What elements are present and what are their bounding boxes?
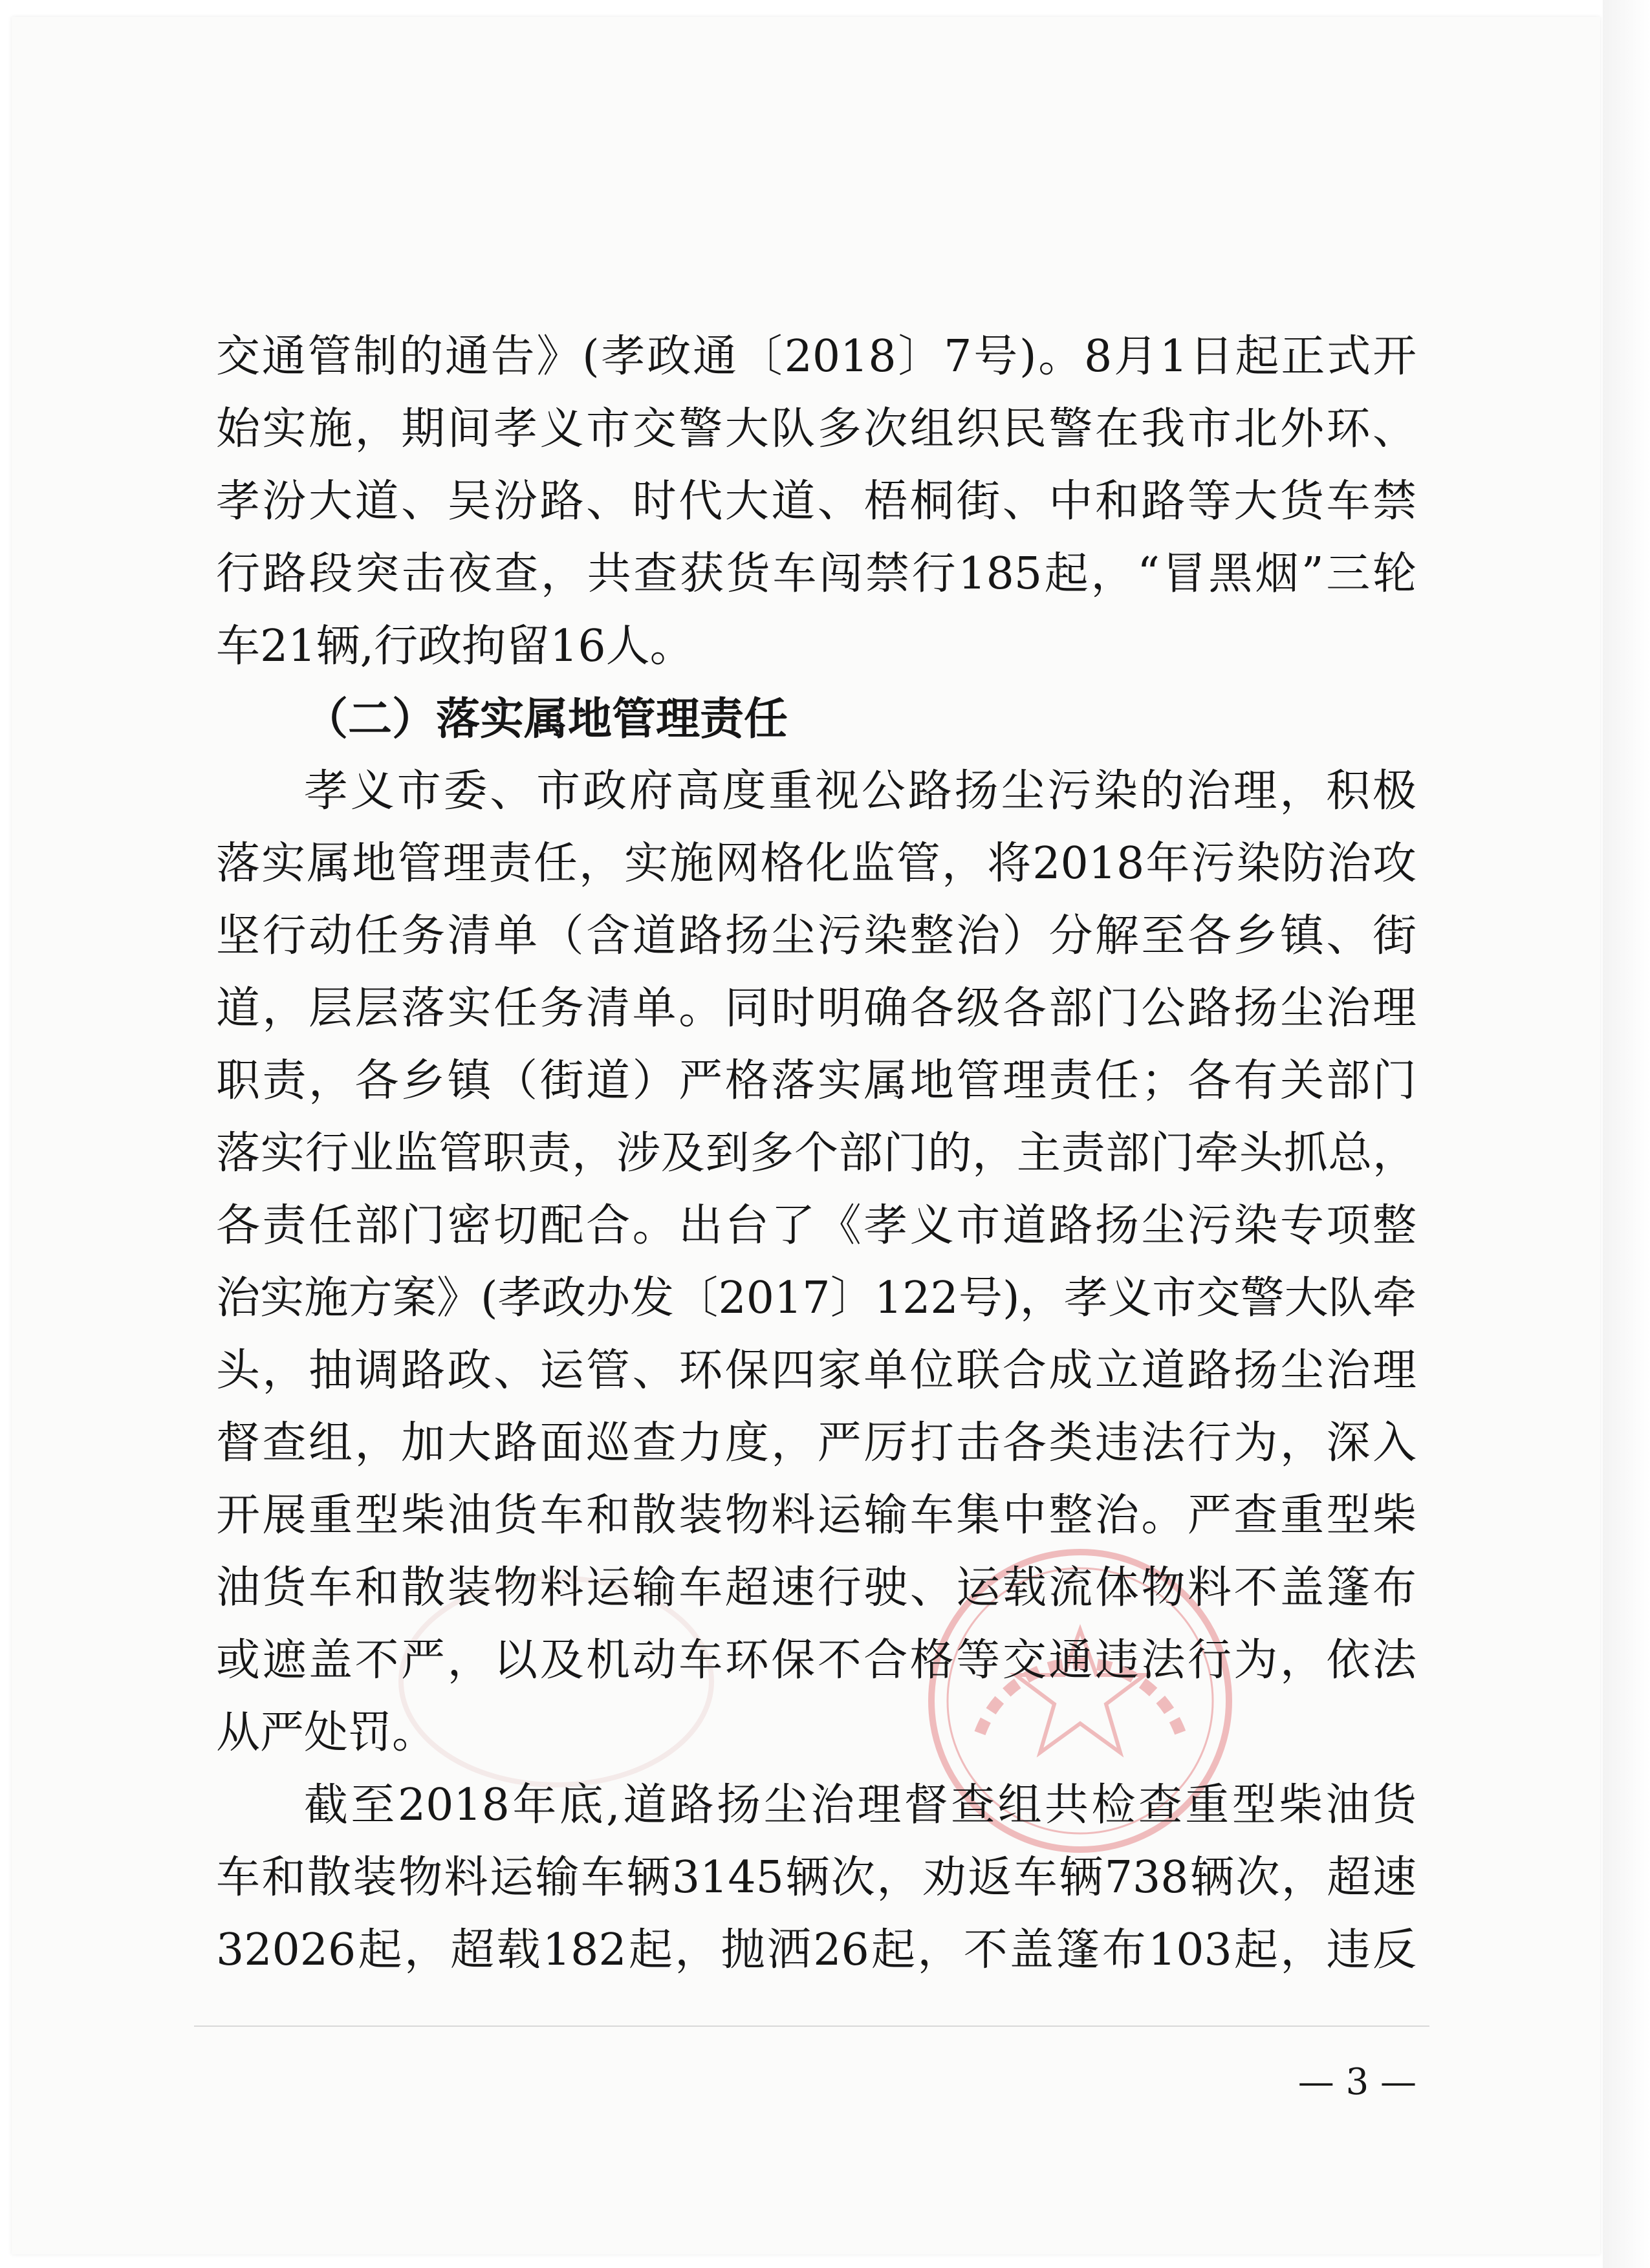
body-line: 坚行动任务清单（含道路扬尘污染整治）分解至各乡镇、街 xyxy=(216,911,1417,962)
body-line: 从严处罚。 xyxy=(216,1707,437,1758)
body-line: 各责任部门密切配合。出台了《孝义市道路扬尘污染专项整 xyxy=(216,1200,1417,1251)
body-line: 落实属地管理责任，实施网格化监管，将2018年污染防治攻 xyxy=(216,838,1417,889)
scan-edge xyxy=(1603,0,1650,2268)
body-line: 职责，各乡镇（街道）严格落实属地管理责任；各有关部门 xyxy=(216,1055,1417,1107)
body-line: 治实施方案》(孝政办发〔2017〕122号)，孝义市交警大队牵 xyxy=(216,1273,1417,1324)
body-line: 车和散装物料运输车辆3145辆次，劝返车辆738辆次，超速 xyxy=(216,1852,1417,1903)
body-line: 落实行业监管职责，涉及到多个部门的，主责部门牵头抓总， xyxy=(216,1128,1417,1179)
body-line: 孝汾大道、吴汾路、时代大道、梧桐街、中和路等大货车禁 xyxy=(216,476,1417,527)
body-line: 油货车和散装物料运输车超速行驶、运载流体物料不盖篷布 xyxy=(216,1562,1417,1614)
body-line: 头，抽调路政、运管、环保四家单位联合成立道路扬尘治理 xyxy=(216,1345,1417,1396)
body-line: 道，层层落实任务清单。同时明确各级各部门公路扬尘治理 xyxy=(216,983,1417,1034)
document-body xyxy=(216,321,1417,1987)
body-line: 车21辆,行政拘留16人。 xyxy=(216,621,694,672)
body-line: 始实施，期间孝义市交警大队多次组织民警在我市北外环、 xyxy=(216,404,1417,455)
body-line: 行路段突击夜查，共查获货车闯禁行185起，“冒黑烟”三轮 xyxy=(216,548,1417,599)
body-line: 交通管制的通告》(孝政通〔2018〕7号)。8月1日起正式开 xyxy=(216,331,1417,382)
body-line: 开展重型柴油货车和散装物料运输车集中整治。严查重型柴 xyxy=(216,1490,1417,1541)
body-line: 或遮盖不严，以及机动车环保不合格等交通违法行为，依法 xyxy=(216,1635,1417,1686)
footer-divider xyxy=(194,2025,1429,2027)
section-heading: （二）落实属地管理责任 xyxy=(304,693,788,745)
body-line: 督查组，加大路面巡查力度，严厉打击各类违法行为，深入 xyxy=(216,1418,1417,1469)
page-number: — 3 — xyxy=(1297,2061,1417,2103)
body-line: 32026起，超载182起，抛洒26起，不盖篷布103起，违反 xyxy=(216,1925,1417,1976)
body-line: 孝义市委、市政府高度重视公路扬尘污染的治理，积极 xyxy=(304,766,1417,817)
body-line: 截至2018年底,道路扬尘治理督查组共检查重型柴油货 xyxy=(304,1780,1417,1831)
